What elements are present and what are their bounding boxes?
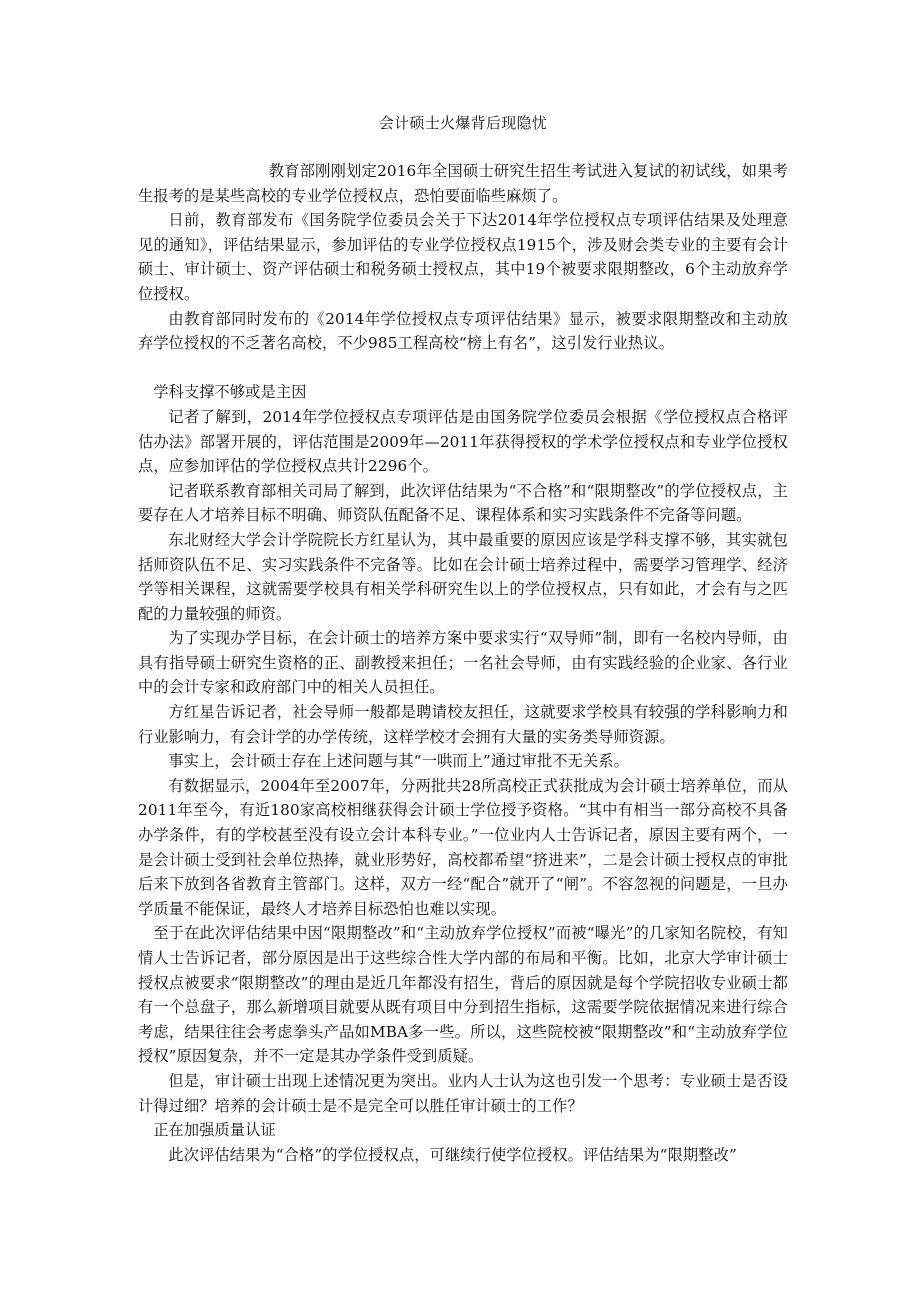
paragraph-fang-hongxing-view: 东北财经大学会计学院院长方红星认为，其中最重要的原因应该是学科支撑不够，其实就包括师资队伍不足、实习实践条件不完备等。比如在会计硕士培养过程中，需要学习管理学、经济学等相关课程，这就需要学校具有相关学科研究生以上的学位授权点，只有如此，才会有与之匹配的力量较强的师资。 — [138, 530, 788, 623]
paragraph-announcement: 日前，教育部发布《国务院学位委员会关于下达2014年学位授权点专项评估结果及处理意见的通知》，评估结果显示，参加评估的专业学位授权点1915个，涉及财会类专业的主要有会计硕士、审计硕士、资产评估硕士和税务硕士授权点，其中19个被要求限期整改，6个主动放弃学位授权。 — [138, 211, 788, 303]
paragraph-evaluation-scope: 记者了解到，2014年学位授权点专项评估是由国务院学位委员会根据《学位授权点合格评估办法》部署开展的，评估范围是2009年—2011年获得授权的学术学位授权点和专业学位授权点，应参加评估的学位授权点共计2296个。 — [138, 407, 788, 476]
paragraph-rush-approval: 事实上，会计硕士存在上述问题与其“一哄而上”通过审批不无关系。 — [168, 752, 630, 771]
paragraph-data-shows: 有数据显示，2004年至2007年，分两批共28所高校正式获批成为会计硕士培养单位，而从2011年至今，有近180家高校相继获得会计硕士学位授予资格。“其中有相当一部分高校不具备办学条件，有的学校甚至没有设立会计本科专业。”一位业内人士告诉记者，原因主要有两个，一是会计硕士受到社会单位热捧，就业形势好，高校都希望“挤进来”，二是会计硕士授权点的审批后来下放到各省教育主管部门。这样，双方一经“配合”就开了“闸”。不容忽视的问题是，一旦办学质量不能保证，最终人才培养目标恐怕也难以实现。 — [138, 776, 788, 918]
paragraph-social-mentor: 方红星告诉记者，社会导师一般都是聘请校友担任，这就要求学校具有较强的学科影响力和行业影响力，有会计学的办学传统，这样学校才会拥有大量的实务类导师资源。 — [138, 703, 788, 746]
paragraph-known-schools: 至于在此次评估结果中因“限期整改”和“主动放弃学位授权”而被“曝光”的几家知名院校，有知情人士告诉记者，部分原因是出于这些综合性大学内部的布局和平衡。比如，北京大学审计硕士授权点被要求“限期整改”的理由是近几年都没有招生，背后的原因就是每个学院招收专业硕士都有一个总盘子，那么新增项目就要从既有项目中分到招生指标，这需要学院依据情况来进行综合考虑，结果往往会考虑拳头产品如MBA多一些。所以，这些院校被“限期整改”和“主动放弃学位授权”原因复杂，并不一定是其办学条件受到质疑。 — [138, 924, 788, 1066]
paragraph-audit-master: 但是，审计硕士出现上述情况更为突出。业内人士认为这也引发一个思考：专业硕士是否设计得过细？培养的会计硕士是不是完全可以胜任审计硕士的工作？ — [138, 1071, 788, 1115]
section-heading-discipline-support: 学科支撑不够或是主因 — [153, 383, 307, 402]
section-spacer — [138, 356, 788, 381]
document-title: 会计硕士火爆背后现隐忧 — [378, 114, 548, 132]
paragraph-intro: 教育部刚刚划定2016年全国硕士研究生招生考试进入复试的初试线，如果考生报考的是某些高校的专业学位授权点，恐怕要面临些麻烦了。 — [138, 162, 788, 205]
paragraph-famous-schools: 由教育部同时发布的《2014年学位授权点专项评估结果》显示，被要求限期整改和主动放弃学位授权的不乏著名高校，不少985工程高校“榜上有名”，这引发行业热议。 — [138, 309, 788, 353]
document-page — [138, 112, 788, 1167]
paragraph-qualified-result: 此次评估结果为“合格”的学位授权点，可继续行使学位授权。评估结果为“限期整改” — [168, 1145, 737, 1164]
paragraph-dual-mentor: 为了实现办学目标，在会计硕士的培养方案中要求实行“双导师”制，即有一名校内导师，由具有指导硕士研究生资格的正、副教授来担任；一名社会导师，由有实践经验的企业家、各行业中的会计专家和政府部门中的相关人员担任。 — [138, 629, 788, 697]
paragraph-problems: 记者联系教育部相关司局了解到，此次评估结果为“不合格”和“限期整改”的学位授权点，主要存在人才培养目标不明确、师资队伍配备不足、课程体系和实习实践条件不完备等问题。 — [138, 481, 788, 525]
section-heading-quality-certification: 正在加强质量认证 — [153, 1121, 276, 1140]
